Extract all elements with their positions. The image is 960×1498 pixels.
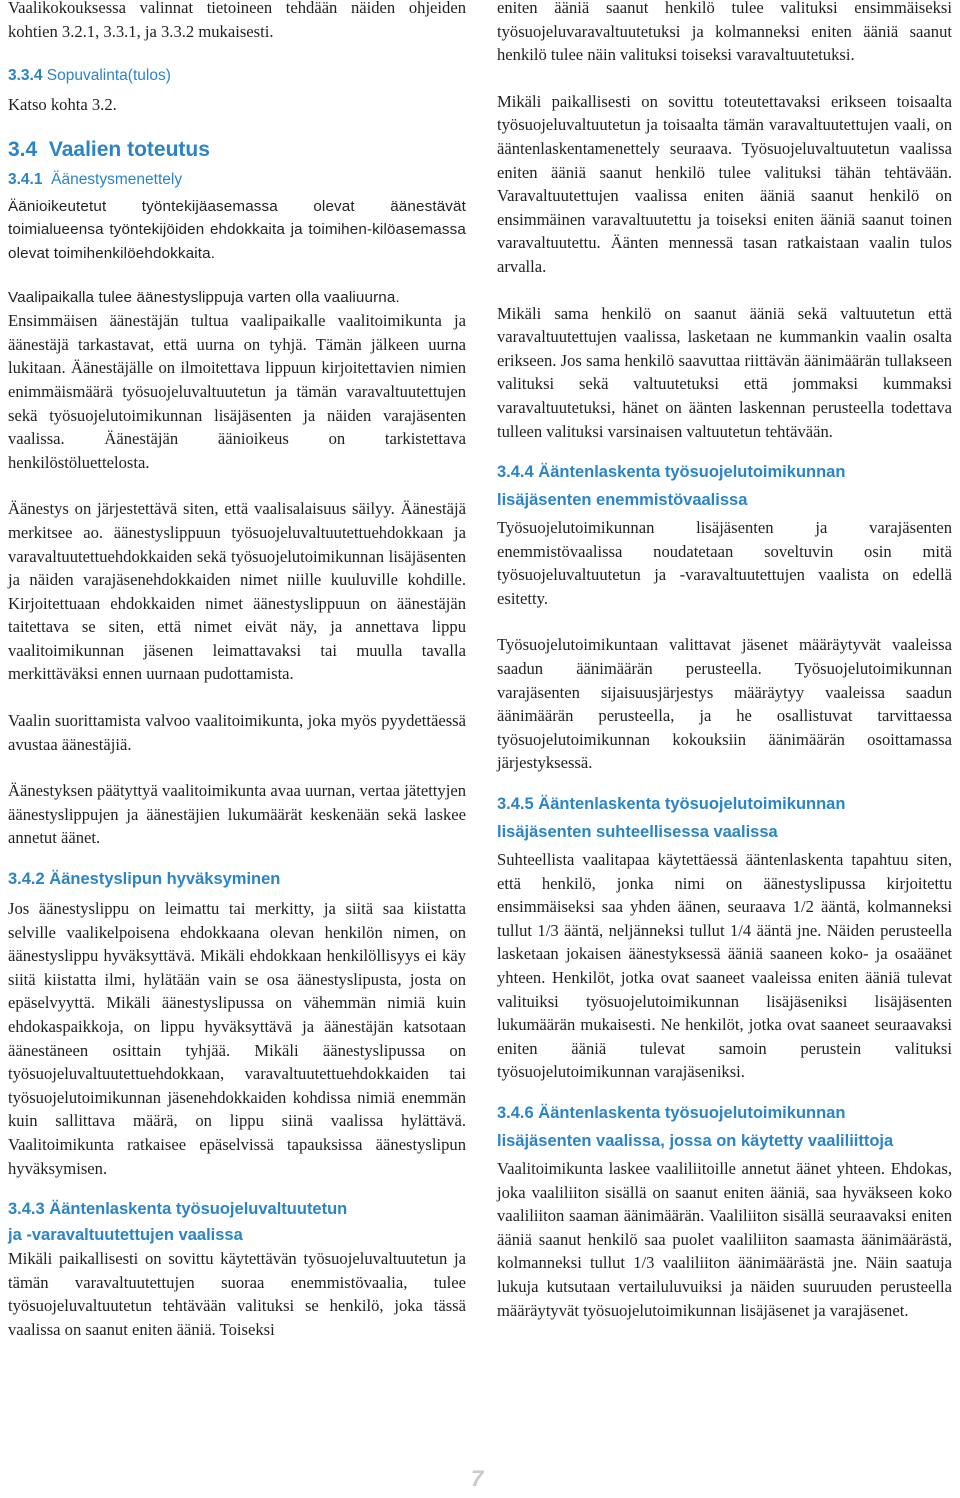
heading-3-4-6-line-2: lisäjäsenten vaalissa, jossa on käytetty vaaliliittoja — [497, 1131, 894, 1150]
paragraph-voters: Äänioikeutetut työntekijäasemassa olevat äänestävät toimialueensa työntekijöiden ehdokkaita ja toimihen-kilöasemassa olevat toimihenkilöehdokkaita. — [8, 197, 466, 262]
paragraph-alliances: Vaalitoimikunta laskee vaaliliitoille annetut äänet yhteen. Ehdokas, joka vaaliliiton sisällä on saanut eniten ääniä, saa hyväkseen koko vaaliliiton saaman äänimäärän. Vaaliliiton sisällä seuraavaksi eniten ääniä saanut henkilö saa puolet vaaliliiton saamasta äänimäärästä, kolmanneksi tullut 1/3 vaaliliiton äänimäärästä jne. Näin saatuja lukuja kutsutaan vertailuluvuiksi ja näiden suuruuden perusteella määräytyvät työsuojelutoimikunnan lisäjäsenet ja varajäsenet. — [497, 1158, 952, 1320]
intro-paragraph: Vaalikokouksessa valinnat tietoineen tehdään näiden ohjeiden kohtien 3.2.1, 3.3.1, ja 3.3.2 mukaisesti. — [8, 0, 466, 41]
paragraph-urn: Vaalipaikalla tulee äänestyslippuja varten olla vaaliuurna. — [8, 288, 400, 306]
paragraph-majority-vote: Mikäli paikallisesti on sovittu käytettävän työsuojeluvaltuutetun ja tämän varavaltuutettujen suoraa enemmistövaalia, tulee työsuojeluvaltuutetun tehtävään valituksi se henkilö, joka tässä vaalissa on saanut eniten ääniä. Toiseksi — [8, 1249, 466, 1339]
paragraph-committee-members: Työsuojelutoimikuntaan valittavat jäsenet määräytyvät vaaleissa saadun äänimäärän perusteella. Työsuojelutoimikunnan varajäsenten sijaisuusjärjestys määräytyy vaaleissa saadun äänimäärän perusteella, ja he osallistuvat tarvittaessa työsuojelutoimikunnan kokouksiin äänimäärän osoittamassa järjestyksessä. — [497, 635, 952, 773]
paragraph-secrecy: Äänestys on järjestettävä siten, että vaalisalaisuus säilyy. Äänestäjä merkitsee ao. äänestyslippuun työsuojeluvaltuutettuehdokkaan ja varavaltuutettuehdokkaiden sekä työsuojelutoimikunnan lisäjäsenten ja näiden varajäsenehdokkaiden nimet niille kuuluville kohdille. Kirjoitettuaan ehdokkaiden nimet äänestyslippuun on äänestäjän taitettava se siten, että nimet eivät näy, ja annettava lippu vaalitoimikunnan jäsenen leimattavaksi tai muulla tavalla merkittäväksi ennen uurnaan pudottamista. — [8, 499, 466, 684]
paragraph-counting: Äänestyksen päätyttyä vaalitoimikunta avaa uurnan, vertaa jätettyjen äänestyslippujen ja äänestäjien lukumäärät keskenään sekä laskee annetut äänet. — [8, 781, 466, 848]
paragraph-ballot-acceptance: Jos äänestyslippu on leimattu tai merkitty, ja siitä saa kiistatta selville vaalikelpoisena ehdokkaana olevan henkilön nimen, on äänestyslippu hyväksyttävä. Mikäli ehdokkaan henkilöllisyys ei käy siitä kiistatta ilmi, hylätään vain se osa äänestyslipusta, josta on epäselvyyttä. Mikäli äänestyslipussa on vähemmän nimiä kuin ehdokaspaikkoja, on lippu hyväksyttävä ja äänestäjän katsotaan äänestäneen osittain tyhjää. Mikäli äänestyslipussa on työsuojeluvaltuutettuehdokkaan, varavaltuutettuehdokkaiden tai työsuojelutoimikunnan jäsenehdokkaiden kohdissa nimiä enemmän kuin sallittava määrä, on lippu siinä vaalissa hylättävä. Vaalitoimikunta ratkaisee epäselvissä tapauksissa äänestyslipun hyväksymisen. — [8, 899, 466, 1178]
paragraph-first-voter: Ensimmäisen äänestäjän tultua vaalipaikalle vaalitoimikunta ja äänestäjä tarkastavat, että uurna on tyhjä. Tämän jälkeen uurna lukitaan. Äänestäjälle on ilmoitettava lippuun kirjoitettavien nimien enimmäismäärä työsuojeluvaltuutetun ja tämän varavaltuutettujen sekä työsuojelutoimikunnan lisäjäsenten ja näiden varajäsenten vaalissa. Äänestäjän äänioikeus on tarkistettava henkilöstöluettelosta. — [8, 311, 466, 472]
paragraph-supervision: Vaalin suorittamista valvoo vaalitoimikunta, joka myös pyydettäessä avustaa äänestäjiä. — [8, 711, 466, 754]
paragraph-deputies: eniten ääniä saanut henkilö tulee valituksi ensimmäiseksi työsuojeluvaravaltuutetuksi ja kolmanneksi eniten ääniä saanut henkilö tulee näin valituksi toiseksi varavaltuutetuksi. — [497, 0, 952, 65]
page-number: 7 — [471, 1466, 484, 1491]
heading-3-4-4: 3.4.4 Ääntenlaskenta työsuojelutoimikunnan — [497, 463, 846, 482]
heading-3-4-5-line-2: lisäjäsenten suhteellisessa vaalissa — [497, 823, 778, 842]
heading-3-4-1: 3.4.1 Äänestysmenettely — [8, 170, 183, 188]
right-column — [497, 0, 952, 1322]
heading-3-3-4-text: Katso kohta 3.2. — [8, 95, 117, 115]
paragraph-proportional: Suhteellista vaalitapaa käytettäessä ääntenlaskenta tapahtuu siten, että henkilö, jonka nimi on äänestyslipussa kirjoitettu ensimmäiseksi saa yhden äänen, seuraava 1/2 ääntä, kolmanneksi tullut 1/3 ääntä, neljänneksi tullut 1/4 ääntä jne. Näiden perusteella lasketaan jokaisen äänestyksessä ääniä saaneen koko- ja osaäänet yhteen. Henkilöt, jotka ovat saaneet vaaleissa eniten ääniä tulevat valituiksi työsuojelutoimikunnan lisäjäseniksi lisäjäsenten lukumäärän mukaisesti. Ne henkilöt, jotka ovat saaneet seuraavaksi eniten ääniä tulevat samoin perustein valituksi työsuojelutoimikunnan varajäseniksi. — [497, 850, 952, 1082]
paragraph-separate-votes: Mikäli paikallisesti on sovittu toteutettavaksi erikseen toisaalta työsuojeluvaltuutetun ja toisaalta tämän varavaltuutettujen vaali, on ääntenlaskentamenettely seuraava. Työsuojeluvaltuutetun vaalissa eniten ääniä saanut henkilö tulee valituksi tähän tehtävään. Varavaltuutettujen vaalissa eniten ääniä saanut henkilö on ensimmäinen varavaltuutettu ja toiseksi eniten ääniä saanut toinen varavaltuutettu. Äänten mennessä tasan ratkaistaan vaalin tulos arvalla. — [497, 91, 952, 276]
paragraph-majority-committee: Työsuojelutoimikunnan lisäjäsenten ja varajäsenten enemmistövaalissa noudatetaan soveltuvin osin mitä työsuojeluvaltuutetun ja -varavaltuutettujen vaalista on edellä esitetty. — [497, 518, 952, 608]
heading-3-4-4-line-2: lisäjäsenten enemmistövaalissa — [497, 491, 748, 510]
heading-3-4: 3.4 Vaalien toteutus — [8, 137, 210, 161]
heading-3-4-3: 3.4.3 Ääntenlaskenta työsuojeluvaltuutetun — [8, 1200, 348, 1219]
left-column — [8, 0, 466, 1342]
heading-3-4-5: 3.4.5 Ääntenlaskenta työsuojelutoimikunnan — [497, 795, 846, 814]
paragraph-same-person: Mikäli sama henkilö on saanut ääniä sekä valtuutetun että varavaltuutettujen vaalissa, lasketaan ne kummankin vaalin osalta erikseen. Jos sama henkilö saavuttaa riittävän äänimäärän tullakseen valituksi sekä valtuutetuksi että jommaksi kummaksi varavaltuutetuksi, hänet on äänten laskennan perusteella todettava tulleen valituksi varsinaisen valtuutetun tehtävään. — [497, 303, 952, 441]
heading-3-4-2: 3.4.2 Äänestyslipun hyväksyminen — [8, 870, 281, 889]
heading-3-4-3-line-2: ja -varavaltuutettujen vaalissa — [8, 1226, 243, 1245]
heading-3-4-6: 3.4.6 Ääntenlaskenta työsuojelutoimikunnan — [497, 1103, 846, 1122]
heading-3-3-4: 3.3.4 Sopuvalinta(tulos) — [8, 67, 171, 85]
